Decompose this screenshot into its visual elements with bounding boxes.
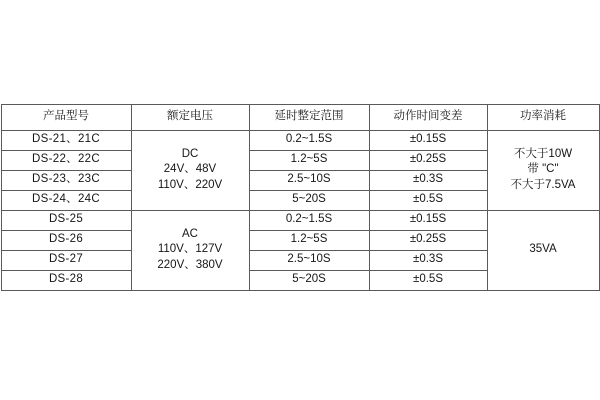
table-row [1,210,599,230]
column-header-deviation: 动作时间变差 [369,104,487,130]
cell-range: 2.5~10S [249,250,369,270]
table-body [1,130,599,290]
voltage-line: 220V、380V [157,258,223,271]
cell-model: DS-26 [1,230,131,250]
power-line: 不大于10W [513,148,573,161]
cell-range: 5~20S [249,190,369,210]
cell-deviation: ±0.5S [369,270,487,290]
cell-deviation: ±0.3S [369,170,487,190]
cell-range: 2.5~10S [249,170,369,190]
cell-model: DS-28 [1,270,131,290]
cell-model: DS-27 [1,250,131,270]
column-header-range: 延时整定范围 [249,104,369,130]
cell-deviation: ±0.5S [369,190,487,210]
cell-deviation: ±0.25S [369,230,487,250]
cell-voltage-dc [131,130,249,210]
cell-range: 1.2~5S [249,230,369,250]
voltage-line: 110V、127V [157,243,223,256]
voltage-line: 24V、48V [163,163,217,176]
cell-model: DS-22、22C [1,150,131,170]
cell-model: DS-21、21C [1,130,131,150]
cell-deviation: ±0.3S [369,250,487,270]
table-header [1,104,599,130]
cell-deviation: ±0.25S [369,150,487,170]
cell-model: DS-23、23C [1,170,131,190]
column-header-voltage: 额定电压 [131,104,249,130]
cell-power-dc [487,130,599,210]
table-row [1,130,599,150]
power-line: 不大于7.5VA [510,178,576,191]
voltage-line: DC [181,148,199,161]
cell-model: DS-25 [1,210,131,230]
cell-power-ac: 35VA [487,210,599,290]
specification-table [1,104,600,291]
column-header-power: 功率消耗 [487,104,599,130]
column-header-model: 产品型号 [1,104,131,130]
cell-model: DS-24、24C [1,190,131,210]
power-line: 带 "C" [527,163,559,176]
cell-deviation: ±0.15S [369,210,487,230]
cell-range: 1.2~5S [249,150,369,170]
voltage-line: 110V、220V [157,178,223,191]
cell-deviation: ±0.15S [369,130,487,150]
cell-range: 0.2~1.5S [249,130,369,150]
cell-voltage-ac [131,210,249,290]
cell-range: 5~20S [249,270,369,290]
cell-range: 0.2~1.5S [249,210,369,230]
table-header-row [1,104,599,130]
voltage-line: AC [182,228,198,241]
